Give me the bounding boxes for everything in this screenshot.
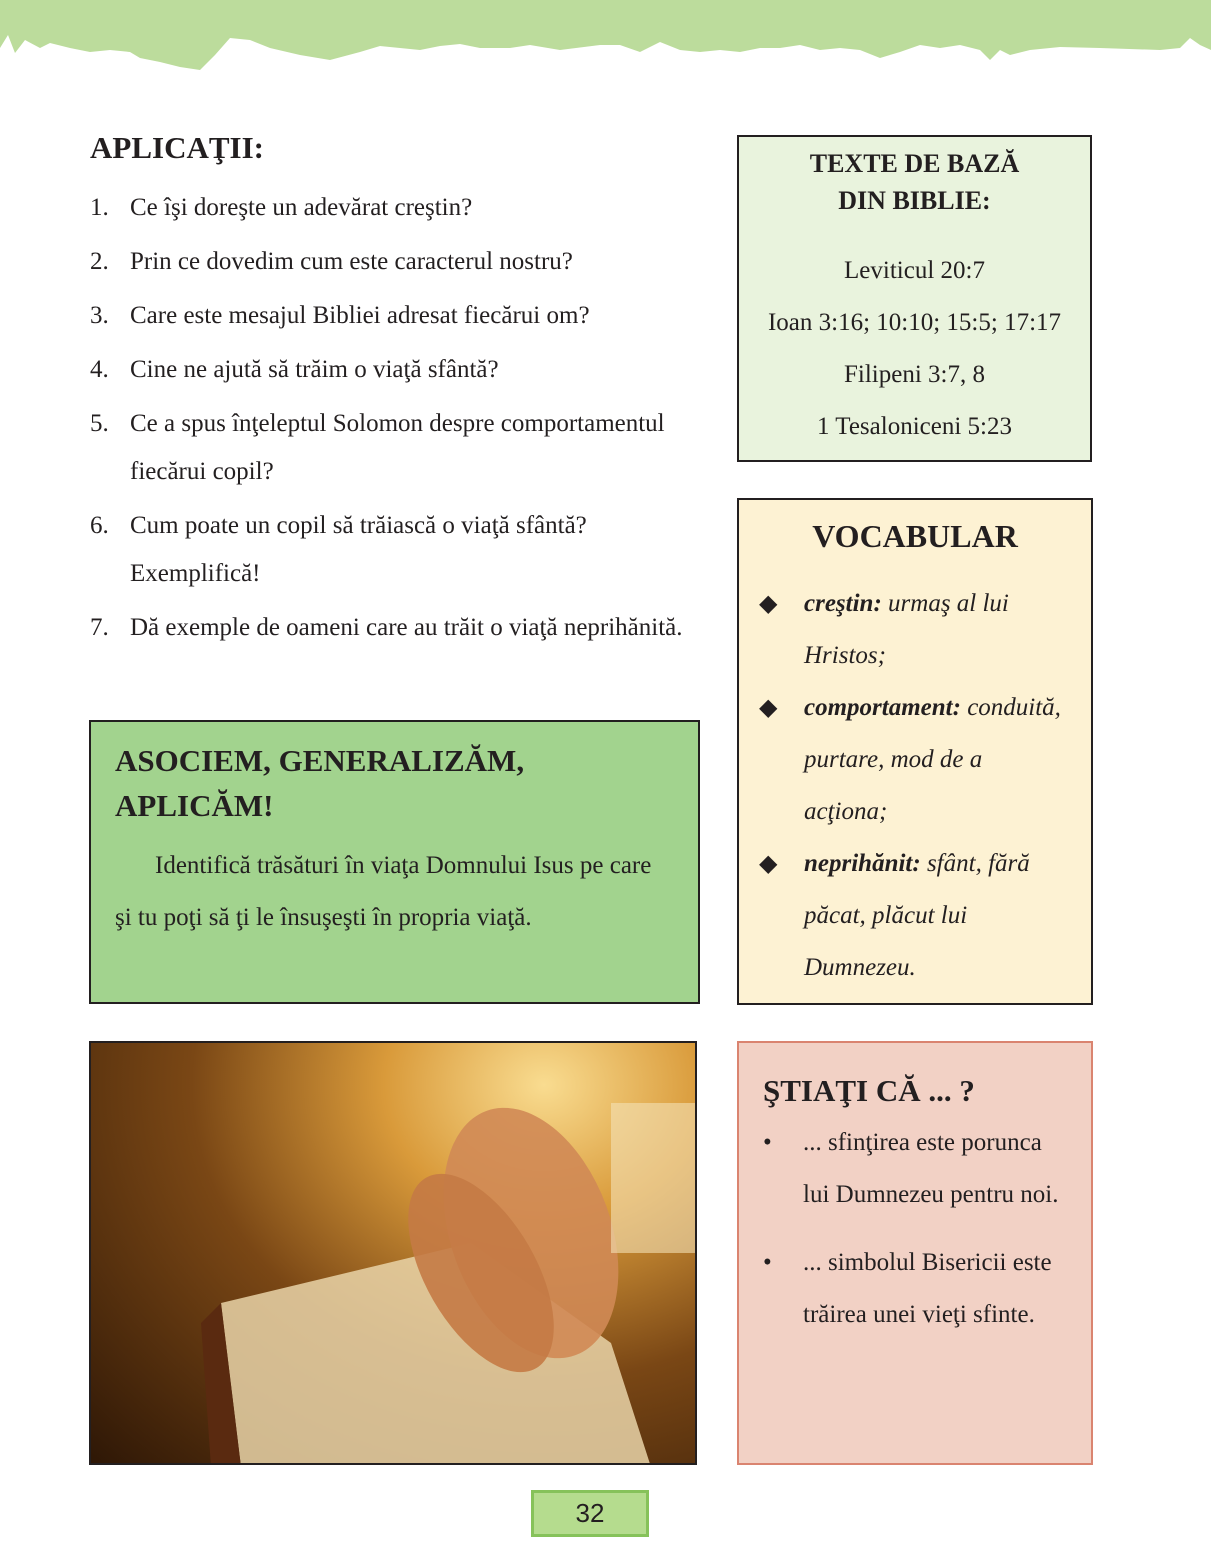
asociem-text: Identifică trăsături în viaţa Domnului Isus pe care şi tu poţi să ţi le însuşeşti în propria viaţă. — [115, 852, 652, 931]
question-text: Care este mesajul Bibliei adresat fiecărui om? — [130, 302, 590, 329]
asociem-box — [89, 720, 700, 1004]
vocabular-box — [737, 498, 1093, 1005]
aplicatii-title: APLICAŢII: — [90, 130, 264, 165]
vocabular-item — [759, 578, 1071, 682]
question-number: 6. — [90, 512, 109, 539]
question-text: Dă exemple de oameni care au trăit o viaţă neprihănită. — [130, 614, 683, 641]
question-item — [90, 184, 690, 232]
diamond-bullet-icon: ◆ — [759, 591, 778, 617]
bullet-icon: • — [763, 1129, 772, 1156]
vocabular-term: creştin: — [804, 590, 882, 617]
diamond-bullet-icon: ◆ — [759, 851, 778, 877]
vocabular-term: neprihănit: — [804, 850, 921, 877]
question-item — [90, 292, 690, 340]
list-item: • ... simbolul Bisericii este trăirea unei vieţi sfinte. — [763, 1237, 1067, 1341]
stiati-ca-box — [737, 1041, 1093, 1465]
vocabular-definition: sfânt, fără păcat, plăcut lui Dumnezeu. — [804, 850, 1030, 981]
bible-ref: 1 Tesaloniceni 5:23 — [817, 413, 1012, 440]
question-number: 1. — [90, 194, 109, 221]
question-item — [90, 400, 690, 496]
question-text: Cum poate un copil să trăiască o viaţă sfântă? Exemplifică! — [130, 512, 587, 587]
questions-list — [90, 184, 690, 658]
list-item: • ... sfinţirea este porunca lui Dumnezeu pentru noi. — [763, 1117, 1067, 1221]
praying-hands-bible-photo — [89, 1041, 697, 1465]
bible-ref: Leviticul 20:7 — [844, 257, 985, 284]
question-text: Ce a spus înţeleptul Solomon despre comportamentul fiecărui copil? — [130, 410, 665, 485]
decorative-banner — [0, 0, 1211, 80]
asociem-title: ASOCIEM, GENERALIZĂM, APLICĂM! — [115, 743, 525, 823]
question-number: 7. — [90, 614, 109, 641]
texte-de-baza-box — [737, 135, 1092, 462]
texte-title: TEXTE DE BAZĂ DIN BIBLIE: — [809, 149, 1020, 215]
question-item — [90, 604, 690, 652]
bible-ref: Filipeni 3:7, 8 — [844, 361, 985, 388]
vocabular-term: comportament: — [804, 694, 961, 721]
question-text: Ce îşi doreşte un adevărat creştin? — [130, 194, 473, 221]
question-text: Cine ne ajută să trăim o viaţă sfântă? — [130, 356, 499, 383]
vocabular-definition: urmaş al lui Hristos; — [804, 590, 1009, 669]
question-number: 2. — [90, 248, 109, 275]
question-item — [90, 346, 690, 394]
question-item — [90, 238, 690, 286]
question-number: 3. — [90, 302, 109, 329]
vocabular-title: VOCABULAR — [812, 518, 1018, 554]
page-number: 32 — [531, 1490, 649, 1537]
vocabular-item — [759, 838, 1071, 994]
bullet-icon: • — [763, 1249, 772, 1276]
bible-ref: Ioan 3:16; 10:10; 15:5; 17:17 — [767, 309, 1062, 336]
vocabular-item — [759, 682, 1071, 838]
diamond-bullet-icon: ◆ — [759, 695, 778, 721]
vocabular-definition: conduită, purtare, mod de a acţiona; — [804, 694, 1061, 825]
question-number: 5. — [90, 410, 109, 437]
question-text: Prin ce dovedim cum este caracterul nostru? — [130, 248, 573, 275]
question-item — [90, 502, 690, 598]
question-number: 4. — [90, 356, 109, 383]
stiati-title: ŞTIAŢI CĂ ... ? — [763, 1073, 975, 1108]
